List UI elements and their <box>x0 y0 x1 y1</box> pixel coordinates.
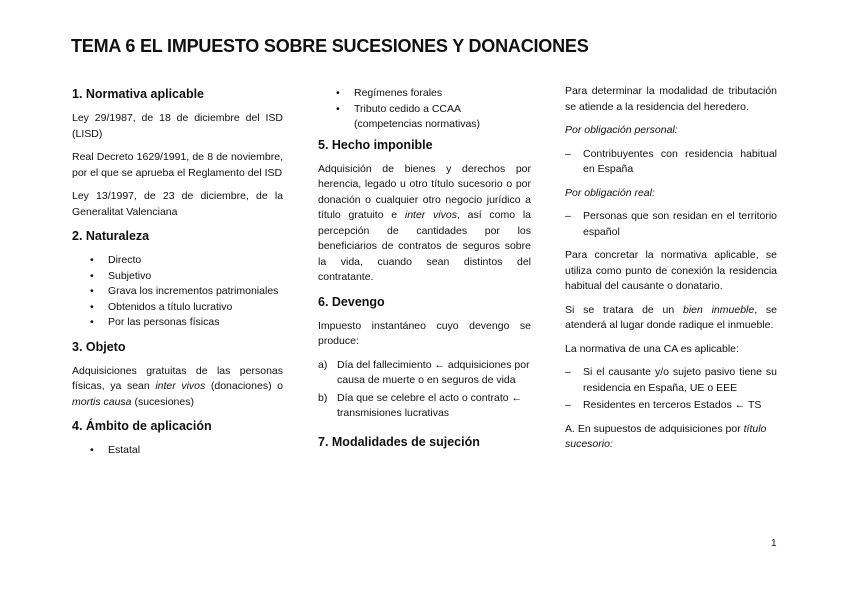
ambito-list-cont <box>318 86 531 133</box>
list-item: • Subjetivo <box>108 269 283 285</box>
text-run-italic: inter vivos <box>404 209 457 221</box>
list-item: • Por las personas físicas <box>108 315 283 331</box>
ca-list <box>565 365 777 414</box>
list-item: – Si el causante y/o sujeto pasivo tiene su residencia en España, UE o EEE <box>583 365 777 396</box>
list-item: • Regímenes forales <box>354 86 531 102</box>
list-marker: a) <box>318 358 328 371</box>
text-run: (donaciones) o <box>205 380 283 392</box>
document-title: TEMA 6 EL IMPUESTO SOBRE SUCESIONES Y DONACIONES <box>71 36 589 56</box>
list-text: Día que se celebre el acto o contrato ← transmisiones lucrativas <box>337 391 523 419</box>
text-run: (sucesiones) <box>131 395 194 408</box>
list-item: • Grava los incrementos patrimoniales <box>108 284 283 300</box>
text-run: Si se tratara de un <box>565 303 683 316</box>
ambito-list <box>72 443 283 459</box>
paragraph: La normativa de una CA es aplicable: <box>565 342 739 355</box>
list-text: Día del fallecimiento ← adquisiciones por causa de muerte o en seguros de vida <box>337 358 530 386</box>
paragraph: Ley 13/1997, de 23 de diciembre, de la Generalitat Valenciana <box>72 190 283 218</box>
list-marker: b) <box>318 391 328 404</box>
paragraph: Para determinar la modalidad de tributación se atiende a la residencia del heredero. <box>565 85 777 113</box>
heading-modalidades: 7. Modalidades de sujeción <box>318 434 480 449</box>
list-item: • Tributo cedido a CCAA (competencias normativas) <box>354 102 531 133</box>
text-run: , se atenderá al lugar donde radique el inmueble. <box>565 303 777 331</box>
paragraph: Para concretar la normativa aplicable, se utiliza como punto de conexión la residencia habitual del causante o donatario. <box>565 249 777 292</box>
paragraph: Ley 29/1987, de 18 de diciembre del ISD (LISD) <box>72 112 283 140</box>
subheading-obligacion-real: Por obligación real: <box>565 186 655 199</box>
list-item: – Contribuyentes con residencia habitual en España <box>583 147 777 178</box>
paragraph-inmueble <box>565 303 777 334</box>
heading-normativa: 1. Normativa aplicable <box>72 87 205 101</box>
column-1 <box>72 84 283 467</box>
paragraph: Real Decreto 1629/1991, de 8 de noviembre, por el que se aprueba el Reglamento del ISD <box>72 151 283 179</box>
text-run: , así como la percepción de cantidades por los beneficiarios de contratos de seguros sobre la vida, cuando sean distintos del contratante. <box>318 209 531 283</box>
naturaleza-list <box>72 253 283 331</box>
list-item: – Residentes en terceros Estados ← TS <box>583 398 777 414</box>
subheading-obligacion-personal: Por obligación personal: <box>565 124 678 136</box>
column-3 <box>565 84 777 461</box>
text-run-italic: bien inmueble <box>682 303 755 316</box>
list-item <box>318 358 531 389</box>
devengo-list <box>318 358 531 422</box>
text-run-italic: título sucesorio <box>565 422 767 450</box>
paragraph-hecho-imponible <box>318 162 531 286</box>
list-item: – Personas que son residan en el territorio español <box>583 209 777 240</box>
text-run-italic: inter vivos <box>155 380 206 392</box>
obligacion-personal-list <box>565 147 777 178</box>
page-number: 1 <box>771 538 777 549</box>
list-item: • Directo <box>108 253 283 269</box>
heading-ambito: 4. Ámbito de aplicación <box>72 419 212 433</box>
paragraph-supuesto-a <box>565 422 777 453</box>
list-item: • Obtenidos a título lucrativo <box>108 300 283 316</box>
heading-hecho-imponible: 5. Hecho imponible <box>318 137 433 152</box>
text-run: Adquisiciones gratuitas de las personas físicas, ya sean <box>72 364 283 392</box>
column-2 <box>318 86 531 459</box>
obligacion-real-list <box>565 209 777 240</box>
text-run: En supuestos de adquisiciones por <box>574 422 744 435</box>
text-run-italic: mortis causa <box>72 395 132 408</box>
paragraph-devengo: Impuesto instantáneo cuyo devengo se produce: <box>318 319 531 347</box>
list-item <box>318 391 531 422</box>
list-item: • Estatal <box>108 443 283 459</box>
text-run: Adquisición de bienes y derechos por herencia, legado u otro título sucesorio o por donación o cualquier otro negocio jurídico a título gratuito e <box>318 162 531 221</box>
text-run-italic: : <box>609 438 613 450</box>
heading-naturaleza: 2. Naturaleza <box>72 229 150 243</box>
text-run: A. <box>565 422 575 435</box>
paragraph-objeto <box>72 364 283 411</box>
heading-devengo: 6. Devengo <box>318 294 385 309</box>
heading-objeto: 3. Objeto <box>72 339 126 354</box>
